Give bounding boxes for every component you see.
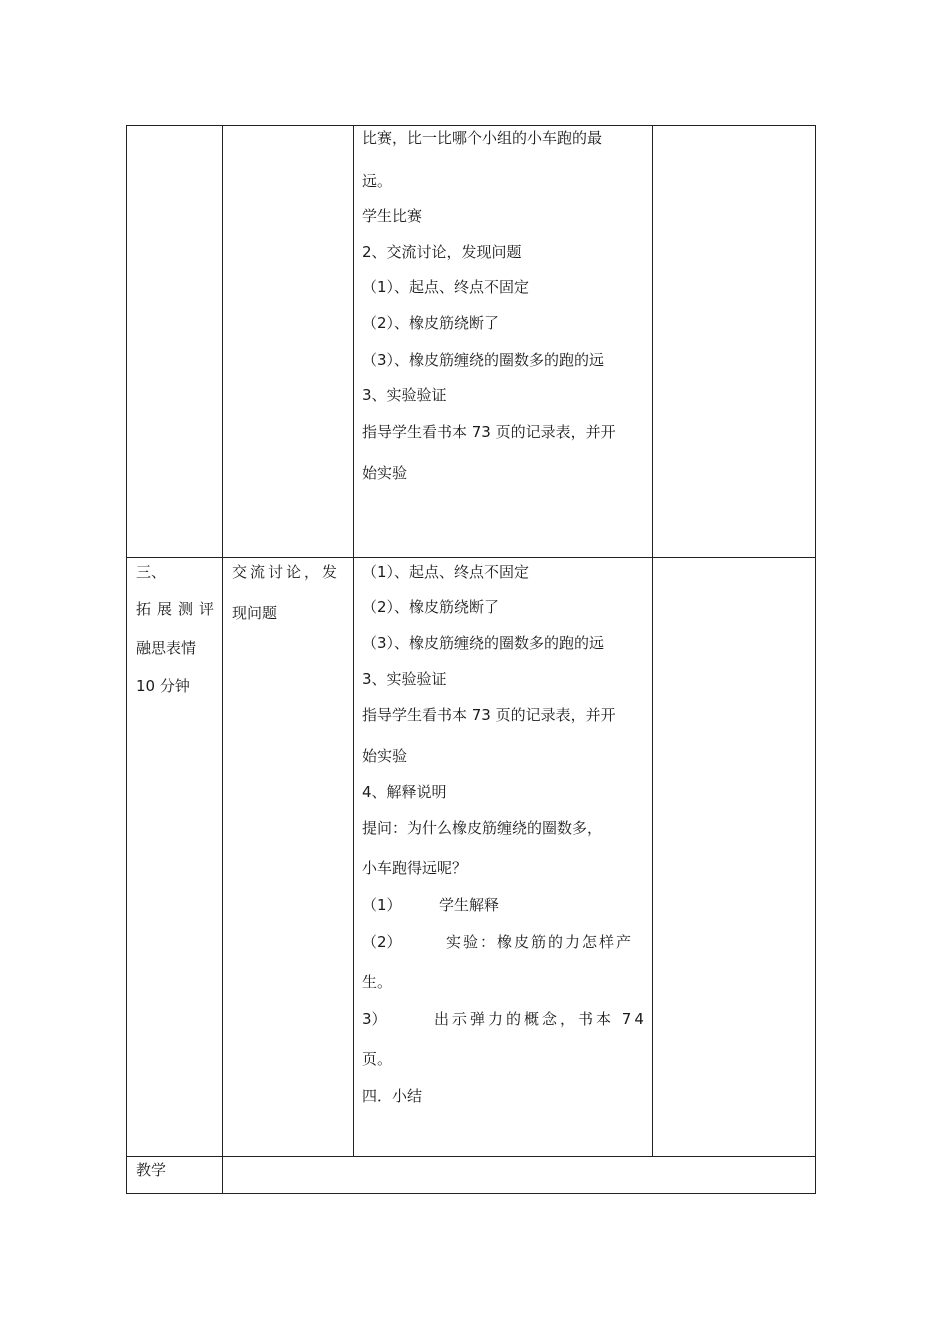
- text-line: 4、解释说明: [362, 783, 447, 801]
- text-line: 3、实验验证: [362, 386, 447, 404]
- text-line: 提问：为什么橡皮筋缠绕的圈数多，: [362, 819, 603, 837]
- text-line: 比赛，比一比哪个小组的小车跑的最: [362, 129, 603, 147]
- text-line: 指导学生看书本 73 页的记录表，并开: [362, 423, 616, 441]
- activity-line: 交流讨论，发: [232, 563, 341, 581]
- row-label: 教学: [136, 1161, 167, 1179]
- text-line: 2、交流讨论，发现问题: [362, 243, 522, 261]
- text-line: 3）: [362, 1010, 387, 1028]
- stage-duration: 10 分钟: [136, 677, 190, 695]
- text-line: （3）、橡皮筋缠绕的圈数多的跑的远: [362, 351, 605, 369]
- text-line: 指导学生看书本 73 页的记录表，并开: [362, 706, 616, 724]
- text-line: 3、实验验证: [362, 670, 447, 688]
- text-line: 始实验: [362, 747, 408, 765]
- text-line: （1）、起点、终点不固定: [362, 278, 530, 296]
- stage-number: 三、: [136, 563, 167, 581]
- activity-line: 现问题: [232, 604, 278, 622]
- text-line: （2）、橡皮筋绕断了: [362, 314, 500, 332]
- text-line: 实验：橡皮筋的力怎样产: [446, 933, 634, 951]
- stage-title: 拓展测评: [136, 600, 221, 618]
- text-line: 学生比赛: [362, 207, 423, 225]
- text-line: 页。: [362, 1050, 393, 1068]
- text-line: 出示弹力的概念，书本 74: [434, 1010, 647, 1028]
- text-line: 始实验: [362, 464, 408, 482]
- stage-subtitle: 融思表情: [136, 639, 197, 657]
- text-line: （1）、起点、终点不固定: [362, 563, 530, 581]
- text-line: （2）: [362, 933, 402, 951]
- text-line: （3）、橡皮筋缠绕的圈数多的跑的远: [362, 634, 605, 652]
- text-line: 生。: [362, 973, 393, 991]
- text-line: 四．小结: [362, 1087, 423, 1105]
- text-line: 学生解释: [439, 896, 500, 914]
- text-line: 远。: [362, 172, 393, 190]
- text-line: （2）、橡皮筋绕断了: [362, 598, 500, 616]
- text-line: （1）: [362, 896, 402, 914]
- text-line: 小车跑得远呢？: [362, 859, 468, 877]
